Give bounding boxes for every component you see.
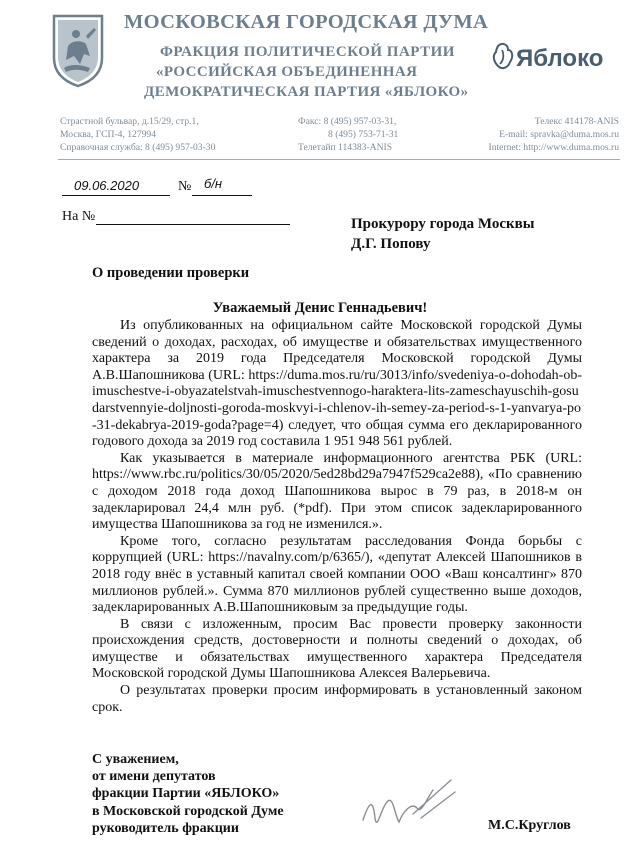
phone-line: 8 (495) 753-71-31: [328, 129, 399, 140]
handwritten-signature: [355, 772, 465, 842]
body-paragraph: О результатах проверки просим информировать в установленный законом срок.: [92, 683, 582, 715]
letter-body: [92, 318, 582, 716]
signature-line: в Московской городской Думе: [92, 803, 284, 819]
address-line: Москва, ГСП-4, 127994: [60, 129, 157, 140]
web-line: Internet: http://www.duma.mos.ru: [488, 142, 619, 153]
paragraph-text: ) следует, что общая сумма его декларированного годового дохода за 2019 год составила 1 951 948 561 рублей.: [92, 417, 582, 450]
paragraph-text: Из опубликованных на официальном сайте Московской городской Думы сведений о доходах, расходах, об имуществе и обязательствах имущественного характера за 2019 года Председателя Московской городской Думы А.В.Шапошникова (URL:: [92, 318, 582, 383]
recipient-title: Прокурору города Москвы: [351, 216, 535, 232]
web-line: Телекс 414178-ANIS: [534, 116, 619, 127]
duma-title: МОСКОВСКАЯ ГОРОДСКАЯ ДУМА: [124, 11, 489, 33]
moscow-coat-of-arms-icon: [50, 12, 106, 88]
address-line: Справочная служба: 8 (495) 957-03-30: [60, 142, 216, 153]
web-line: E-mail: spravka@duma.mos.ru: [499, 129, 619, 140]
body-paragraph: Как указывается в материале информационного агентства РБК (URL: https://www.rbc.ru/politics/30/05/2020/5ed28bd29a7947f529ca2e88), «По сравнению с доходом 2018 года доход Шапошникова вырос в 79 раз, в 2018-м он задекларировал 24,4 млн руб. (*pdf). При этом список задекларированного имущества Шапошникова за год не изменился.».: [92, 450, 582, 533]
signature-line: руководитель фракции: [92, 820, 239, 836]
faction-line-1: ФРАКЦИЯ ПОЛИТИЧЕСКОЙ ПАРТИИ: [160, 44, 455, 60]
signer-name: М.С.Круглов: [488, 818, 571, 833]
address-line: Страстной бульвар, д.15/29, стр.1,: [60, 116, 199, 127]
number-label: №: [178, 179, 192, 194]
yabloko-logo: [492, 40, 622, 76]
logo-text: Яблоко: [516, 45, 604, 72]
header-divider: [58, 159, 620, 160]
number-underline: [192, 195, 252, 196]
phone-line: Телетайп 114383-ANIS: [298, 142, 393, 153]
date-underline: [62, 195, 170, 196]
body-paragraph: [92, 318, 582, 451]
contact-phones: [298, 115, 398, 154]
recipient-name: Д.Г. Попову: [351, 236, 431, 252]
reply-label: На №: [62, 209, 96, 224]
signature-line: С уважением,: [92, 752, 179, 767]
contact-address: [60, 115, 215, 154]
recipient-block: [351, 214, 534, 254]
reply-underline: [96, 224, 290, 225]
contact-web: [489, 115, 619, 154]
letter-date: 09.06.2020: [74, 178, 140, 193]
body-paragraph: Кроме того, согласно результатам расследования Фонда борьбы с коррупцией (URL: https://navalny.com/p/6365/), «депутат Алексей Шапошников в 2018 году внёс в уставный капитал своей компании ООО «Ваш консалтинг» 870 миллионов рублей.». Сумма 870 миллионов рублей существенно выше доходов, задекларированных А.В.Шапошниковым за предыдущие годы.: [92, 533, 582, 616]
faction-line-2: «РОССИЙСКАЯ ОБЪЕДИНЕННАЯ: [156, 64, 418, 80]
signature-line: фракции Партии «ЯБЛОКО»: [92, 786, 280, 802]
signature-line: от имени депутатов: [92, 769, 216, 785]
faction-line-3: ДЕМОКРАТИЧЕСКАЯ ПАРТИЯ «ЯБЛОКО»: [144, 84, 469, 100]
body-paragraph: В связи с изложенным, просим Вас провести проверку законности происхождения средств, достоверности и полноты сведений о доходах, об имуществе и обязательствах имущественного характера Председателя Московской городской Думы Шапошникова Алексея Валерьевича.: [92, 616, 582, 682]
source-url: https://duma.mos.ru/ru/3013/info/svedeniya-o-dohodah-ob-imuschestve-i-obyazatelstvah-imuschestvennogo-haraktera-lits-zameschayuschih-gosudarstvennyie-doljnosti-goroda-moskvyi-i-chlenov-ih-semey-za-period-s-1-yanvarya-po-31-dekabrya-2019-goda?page=4: [92, 367, 582, 433]
signature-block: [92, 751, 284, 837]
letter-number: б/н: [204, 176, 223, 191]
phone-line: Факс: 8 (495) 957-03-31,: [298, 116, 397, 127]
letter-subject: О проведении проверки: [92, 265, 250, 281]
letter-greeting: Уважаемый Денис Геннадьевич!: [212, 300, 428, 316]
